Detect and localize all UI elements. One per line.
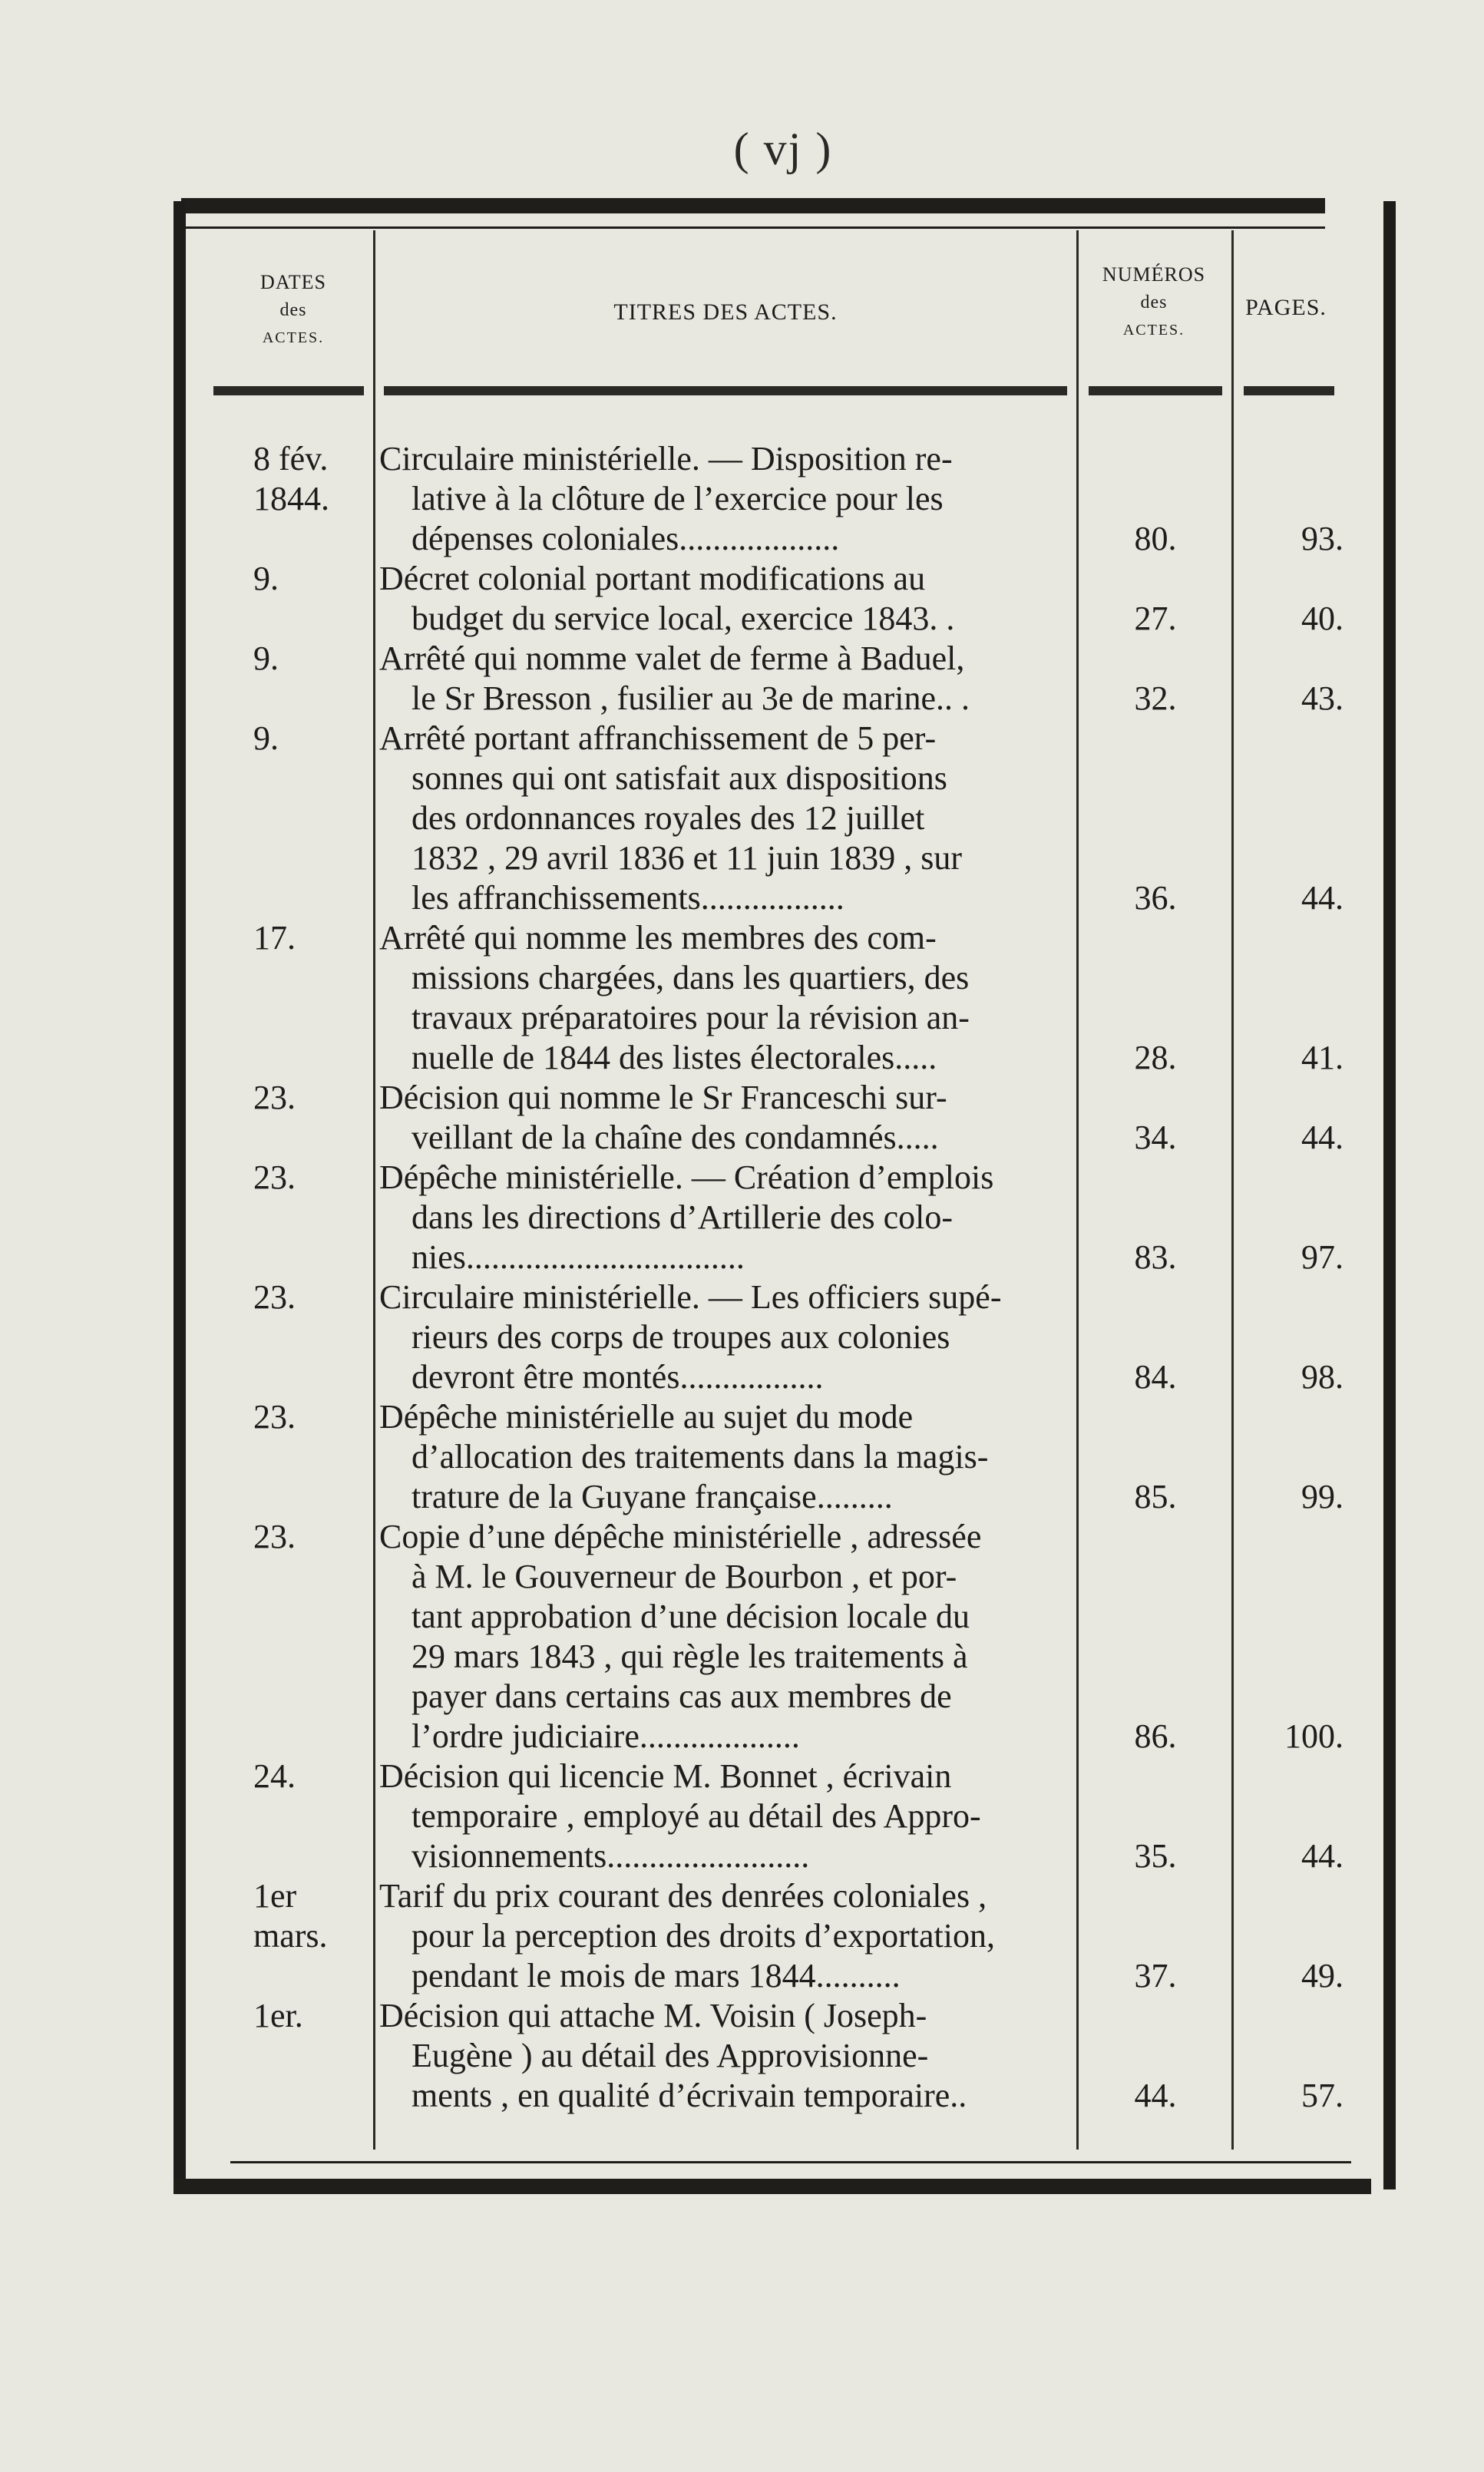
header-dates-line2: des bbox=[279, 300, 307, 320]
row-page-number: 44. bbox=[1301, 879, 1344, 917]
row-act-number: 86. bbox=[1134, 1717, 1177, 1755]
row-title-line: sonnes qui ont satisfait aux dispositions bbox=[411, 759, 947, 797]
row-date bbox=[215, 1078, 369, 1118]
row-date-line: 17. bbox=[253, 919, 296, 957]
row-title-line: Décision qui attache M. Voisin ( Joseph- bbox=[379, 1997, 927, 2034]
row-title bbox=[379, 1078, 1070, 1158]
row-title-line: lative à la clôture de l’exercice pour les bbox=[411, 480, 944, 517]
row-date bbox=[215, 1397, 369, 1437]
row-title-line: les affranchissements................. bbox=[411, 879, 844, 917]
header-dates bbox=[213, 269, 373, 352]
row-page-number: 100. bbox=[1284, 1717, 1344, 1755]
row-title bbox=[379, 719, 1070, 918]
row-title-line: l’ordre judiciaire................... bbox=[411, 1717, 800, 1755]
header-rule-numbers bbox=[1089, 386, 1222, 395]
row-title-line: budget du service local, exercice 1843. . bbox=[411, 600, 955, 637]
row-date-line: 1er mars. bbox=[253, 1877, 328, 1955]
row-title-line: tant approbation d’une décision locale du bbox=[411, 1598, 970, 1635]
row-title-line: Arrêté qui nomme valet de ferme à Baduel, bbox=[379, 639, 965, 677]
header-numbers bbox=[1081, 261, 1227, 344]
header-titles: TITRES DES ACTES. bbox=[613, 299, 838, 325]
row-title bbox=[379, 1397, 1070, 1517]
header-rule-dates bbox=[213, 386, 364, 395]
row-act-number: 44. bbox=[1134, 2077, 1177, 2114]
row-act-number: 80. bbox=[1134, 520, 1177, 557]
row-date-line: 9. bbox=[253, 639, 279, 677]
row-date-line: 23. bbox=[253, 1079, 296, 1116]
row-title bbox=[379, 1996, 1070, 2116]
row-title-line: nies................................. bbox=[411, 1238, 745, 1276]
row-title-line: à M. le Gouverneur de Bourbon , et por- bbox=[411, 1558, 957, 1595]
row-title-line: nuelle de 1844 des listes électorales..... bbox=[411, 1039, 937, 1076]
row-title bbox=[379, 639, 1070, 719]
row-title-line: Tarif du prix courant des denrées coloniales , bbox=[379, 1877, 987, 1915]
row-date-line: 9. bbox=[253, 560, 279, 597]
row-act-number: 32. bbox=[1134, 679, 1177, 717]
header-dates-line1: DATES bbox=[260, 271, 326, 293]
bottom-thin-rule bbox=[230, 2161, 1351, 2163]
row-title-line: payer dans certains cas aux membres de bbox=[411, 1677, 952, 1715]
header-dates-line3: ACTES. bbox=[262, 329, 325, 346]
row-page-number: 43. bbox=[1301, 679, 1344, 717]
row-title-line: Circulaire ministérielle. — Les officiers supé- bbox=[379, 1278, 1002, 1316]
row-title-line: des ordonnances royales des 12 juillet bbox=[411, 799, 925, 837]
header-pages: PAGES. bbox=[1245, 295, 1327, 320]
header-rule-titles bbox=[384, 386, 1067, 395]
row-date bbox=[215, 1876, 369, 1956]
row-title-line: Décret colonial portant modifications au bbox=[379, 560, 926, 597]
row-date bbox=[215, 639, 369, 679]
row-title bbox=[379, 1158, 1070, 1277]
header-numbers-line1: NUMÉROS bbox=[1102, 263, 1206, 286]
row-act-number: 84. bbox=[1134, 1358, 1177, 1396]
row-date-line: 1er. bbox=[253, 1997, 303, 2034]
row-page-number: 93. bbox=[1301, 520, 1344, 557]
column-divider-dates bbox=[373, 230, 375, 2150]
row-title-line: Décision qui nomme le Sr Franceschi sur- bbox=[379, 1079, 947, 1116]
row-date bbox=[215, 1158, 369, 1198]
row-page-number: 41. bbox=[1301, 1039, 1344, 1076]
header-numbers-line2: des bbox=[1140, 292, 1168, 312]
row-title-line: dépenses coloniales................... bbox=[411, 520, 840, 557]
row-date bbox=[215, 918, 369, 958]
row-title-line: Eugène ) au détail des Approvisionne- bbox=[411, 2037, 929, 2074]
header-numbers-line3: ACTES. bbox=[1122, 322, 1185, 339]
row-act-number: 28. bbox=[1134, 1039, 1177, 1076]
row-date-line: 24. bbox=[253, 1757, 296, 1795]
row-title-line: devront être montés................. bbox=[411, 1358, 824, 1396]
column-divider-titles bbox=[1076, 230, 1079, 2150]
column-divider-numbers bbox=[1231, 230, 1234, 2150]
row-page-number: 49. bbox=[1301, 1957, 1344, 1994]
row-title-line: Arrêté qui nomme les membres des com- bbox=[379, 919, 937, 957]
row-date bbox=[215, 559, 369, 599]
row-title bbox=[379, 1517, 1070, 1757]
row-page-number: 44. bbox=[1301, 1837, 1344, 1875]
row-title-line: rieurs des corps de troupes aux colonies bbox=[411, 1318, 950, 1356]
row-title-line: temporaire , employé au détail des Appro- bbox=[411, 1797, 981, 1835]
row-date-line: 8 fév. bbox=[253, 440, 329, 478]
row-title-line: missions chargées, dans les quartiers, des bbox=[411, 959, 970, 996]
row-page-number: 57. bbox=[1301, 2077, 1344, 2114]
row-act-number: 83. bbox=[1134, 1238, 1177, 1276]
row-title-line: Dépêche ministérielle au sujet du mode bbox=[379, 1398, 914, 1436]
row-page-number: 40. bbox=[1301, 600, 1344, 637]
row-title-line: Décision qui licencie M. Bonnet , écrivain bbox=[379, 1757, 952, 1795]
row-title bbox=[379, 1277, 1070, 1397]
row-title-line: trature de la Guyane française......... bbox=[411, 1478, 893, 1515]
row-act-number: 85. bbox=[1134, 1478, 1177, 1515]
row-date-line: 9. bbox=[253, 719, 279, 757]
row-title bbox=[379, 918, 1070, 1078]
page-number: ( vj ) bbox=[733, 124, 833, 174]
row-title-line: Copie d’une dépêche ministérielle , adressée bbox=[379, 1518, 982, 1555]
row-date bbox=[215, 1996, 369, 2036]
row-date bbox=[215, 719, 369, 758]
row-title-line: d’allocation des traitements dans la magis- bbox=[411, 1438, 989, 1476]
row-title bbox=[379, 559, 1070, 639]
row-date-line: 23. bbox=[253, 1518, 296, 1555]
row-date bbox=[215, 439, 369, 519]
row-act-number: 27. bbox=[1134, 600, 1177, 637]
row-act-number: 34. bbox=[1134, 1119, 1177, 1156]
row-title-line: Dépêche ministérielle. — Création d’emplois bbox=[379, 1158, 994, 1196]
row-title bbox=[379, 439, 1070, 559]
row-date-line: 1844. bbox=[253, 480, 329, 517]
row-title-line: veillant de la chaîne des condamnés..... bbox=[411, 1119, 939, 1156]
row-title-line: dans les directions d’Artillerie des colo- bbox=[411, 1198, 954, 1236]
row-title-line: Circulaire ministérielle. — Disposition re- bbox=[379, 440, 953, 478]
row-date bbox=[215, 1517, 369, 1557]
header-rule-pages bbox=[1244, 386, 1334, 395]
row-page-number: 44. bbox=[1301, 1119, 1344, 1156]
row-date bbox=[215, 1757, 369, 1796]
row-date-line: 23. bbox=[253, 1278, 296, 1316]
row-date-line: 23. bbox=[253, 1158, 296, 1196]
row-page-number: 98. bbox=[1301, 1358, 1344, 1396]
row-date bbox=[215, 1277, 369, 1317]
row-title bbox=[379, 1757, 1070, 1876]
row-title-line: le Sr Bresson , fusilier au 3e de marine.. . bbox=[411, 679, 970, 717]
row-title-line: 29 mars 1843 , qui règle les traitements à bbox=[411, 1638, 968, 1675]
row-act-number: 37. bbox=[1134, 1957, 1177, 1994]
row-title bbox=[379, 1876, 1070, 1996]
bottom-rule bbox=[174, 2179, 1371, 2194]
row-title-line: pendant le mois de mars 1844.......... bbox=[411, 1957, 901, 1994]
row-title-line: travaux préparatoires pour la révision an- bbox=[411, 999, 970, 1036]
row-page-number: 99. bbox=[1301, 1478, 1344, 1515]
row-page-number: 97. bbox=[1301, 1238, 1344, 1276]
row-title-line: visionnements........................ bbox=[411, 1837, 810, 1875]
row-title-line: pour la perception des droits d’exportation, bbox=[411, 1917, 996, 1955]
row-title-line: Arrêté portant affranchissement de 5 per- bbox=[379, 719, 937, 757]
row-act-number: 35. bbox=[1134, 1837, 1177, 1875]
row-title-line: 1832 , 29 avril 1836 et 11 juin 1839 , sur bbox=[411, 839, 962, 877]
row-date-line: 23. bbox=[253, 1398, 296, 1436]
row-title-line: ments , en qualité d’écrivain temporaire.. bbox=[411, 2077, 967, 2114]
row-act-number: 36. bbox=[1134, 879, 1177, 917]
